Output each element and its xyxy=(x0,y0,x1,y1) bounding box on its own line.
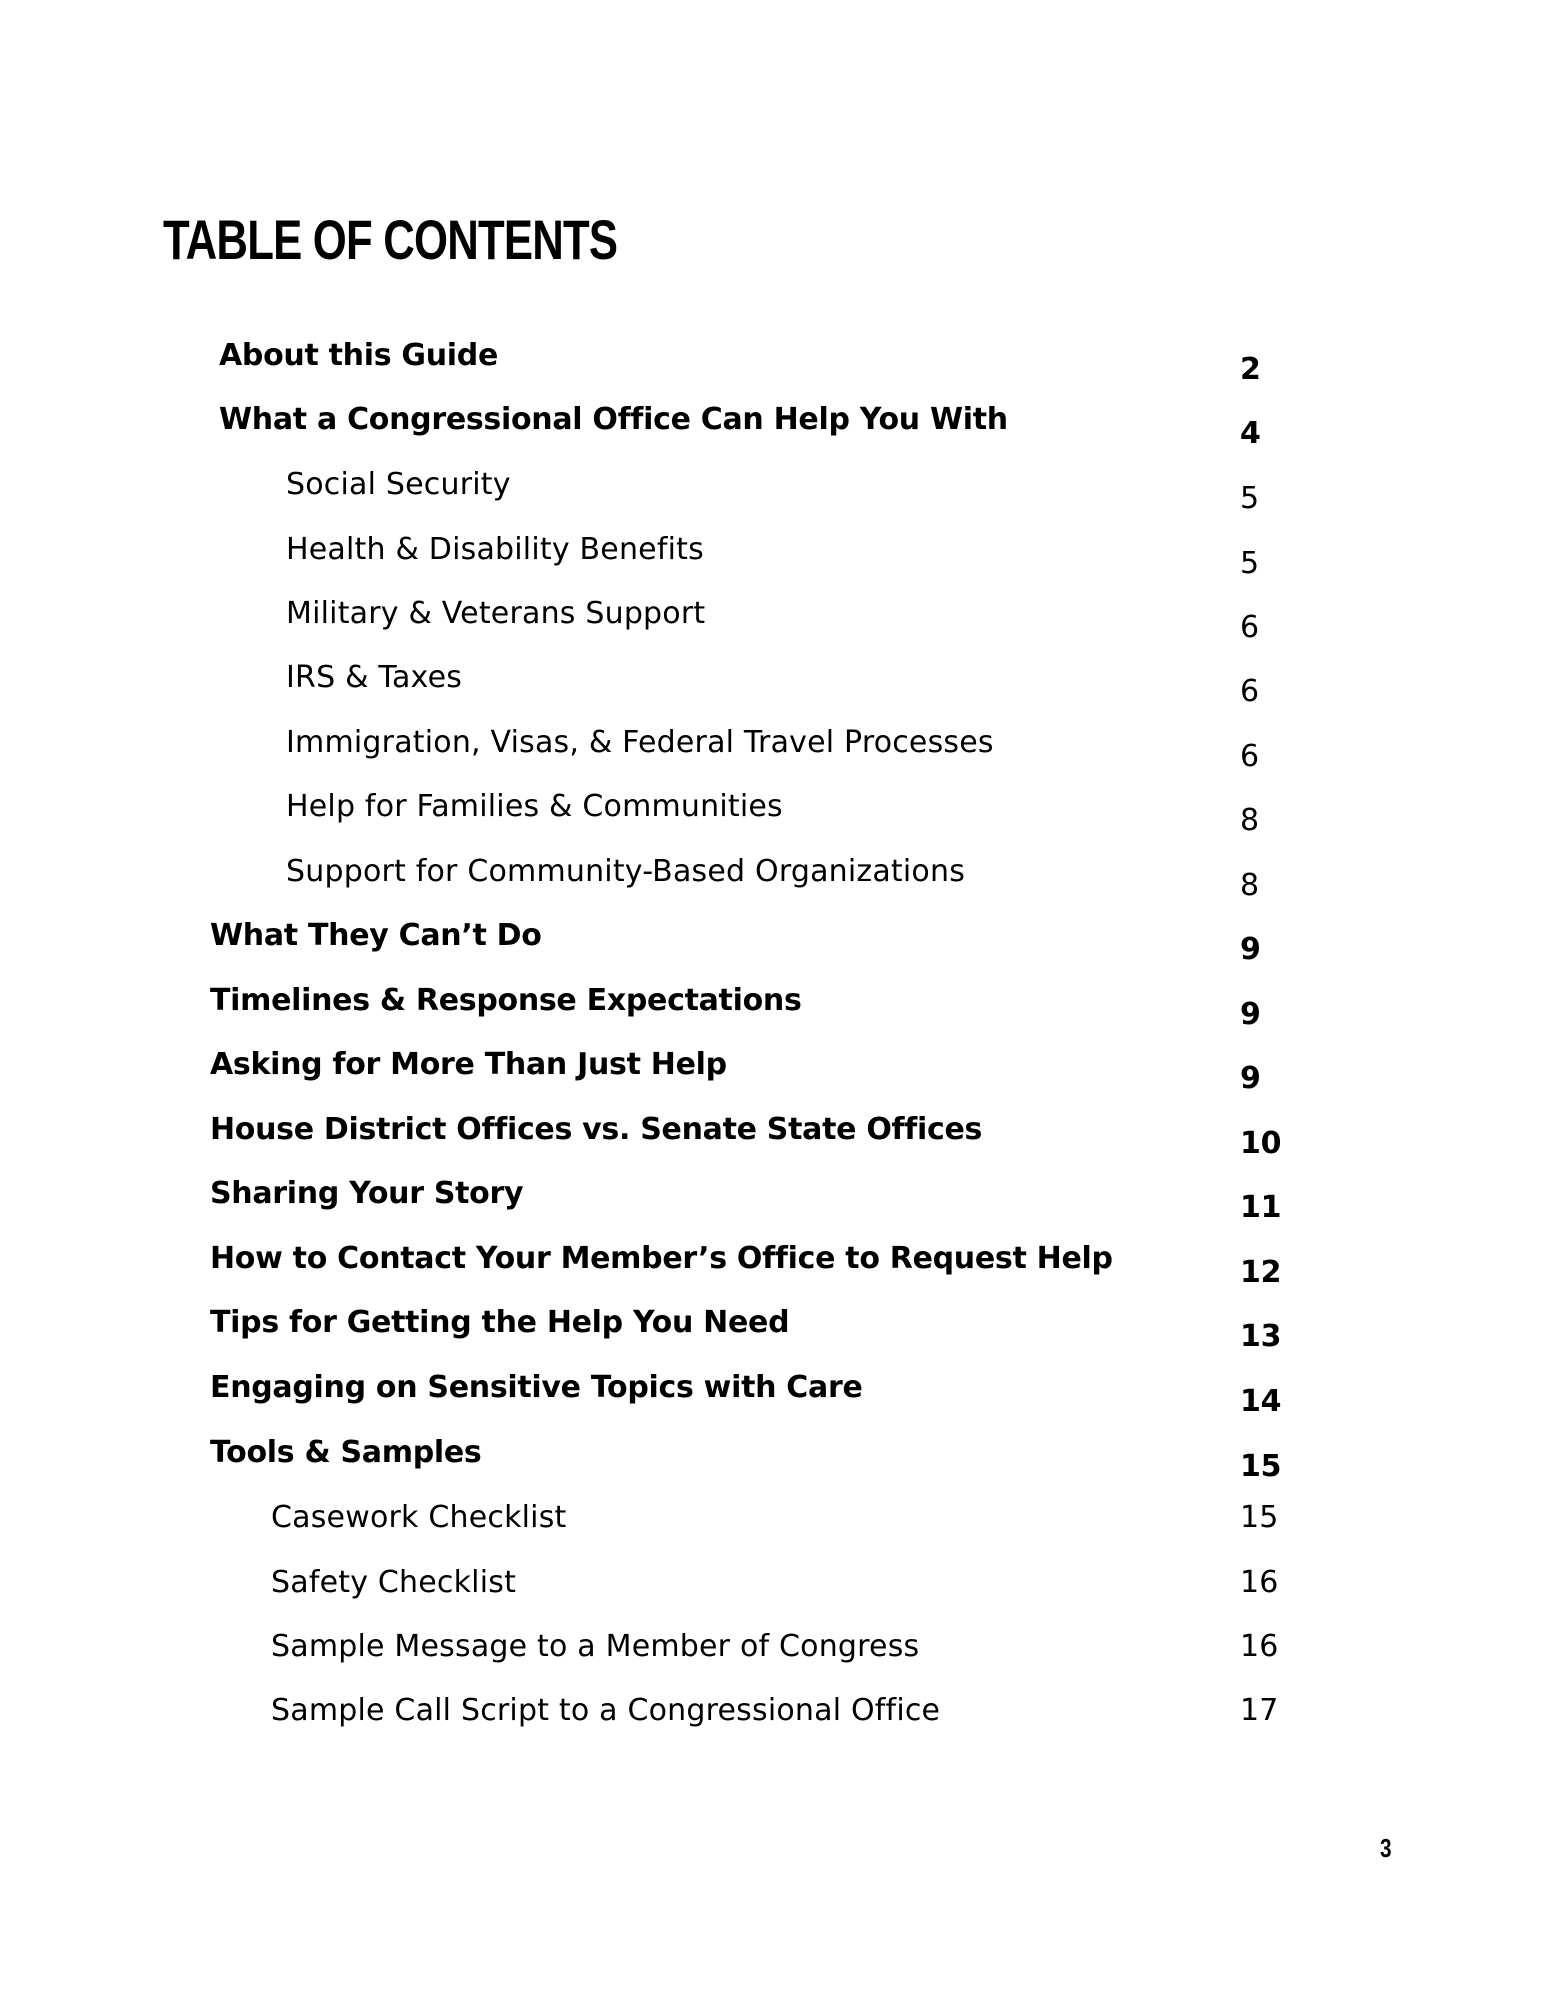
toc-entry[interactable] xyxy=(0,1174,1545,1234)
toc-entry[interactable] xyxy=(0,594,1545,654)
toc-entry[interactable] xyxy=(0,1045,1545,1105)
toc-entry[interactable] xyxy=(0,1627,1545,1687)
toc-entry[interactable] xyxy=(0,1239,1545,1299)
toc-entry-label: Social Security xyxy=(286,467,511,502)
toc-entry-page: 5 xyxy=(1240,481,1260,516)
toc-entry-label: Timelines & Response Expectations xyxy=(210,983,802,1018)
toc-entry-label: Support for Community-Based Organizations xyxy=(286,854,966,889)
toc-entry-label: Health & Disability Benefits xyxy=(286,532,704,567)
page-title: TABLE OF CONTENTS xyxy=(163,208,618,271)
toc-entry-page: 15 xyxy=(1240,1449,1282,1484)
toc-entry-label: Engaging on Sensitive Topics with Care xyxy=(210,1370,863,1405)
toc-entry[interactable] xyxy=(0,723,1545,783)
toc-entry[interactable] xyxy=(0,852,1545,912)
toc-entry-page: 6 xyxy=(1240,610,1260,645)
toc-entry-page: 5 xyxy=(1240,546,1260,581)
toc-entry[interactable] xyxy=(0,916,1545,976)
toc-entry-label: Help for Families & Communities xyxy=(286,789,783,824)
toc-entry[interactable] xyxy=(0,981,1545,1041)
toc-entry-label: Sharing Your Story xyxy=(210,1176,524,1211)
toc-entry-page: 9 xyxy=(1240,997,1261,1032)
toc-entry-label: Tools & Samples xyxy=(210,1435,482,1470)
toc-entry[interactable] xyxy=(0,400,1545,460)
toc-entry-page: 2 xyxy=(1240,352,1261,387)
toc-entry-page: 16 xyxy=(1240,1565,1279,1600)
toc-entry-page: 12 xyxy=(1240,1255,1282,1290)
toc-entry[interactable] xyxy=(0,1110,1545,1170)
toc-entry-label: What They Can’t Do xyxy=(210,918,542,953)
toc-entry-page: 10 xyxy=(1240,1126,1282,1161)
toc-entry-page: 17 xyxy=(1240,1693,1279,1728)
toc-entry-label: Sample Call Script to a Congressional Office xyxy=(271,1693,941,1728)
toc-entry-label: Sample Message to a Member of Congress xyxy=(271,1629,920,1664)
toc-entry-page: 13 xyxy=(1240,1319,1282,1354)
toc-entry[interactable] xyxy=(0,530,1545,590)
toc-entry-label: IRS & Taxes xyxy=(286,660,463,695)
toc-entry-label: House District Offices vs. Senate State Offices xyxy=(210,1112,983,1147)
toc-entry-label: Military & Veterans Support xyxy=(286,596,706,631)
toc-entry-label: Tips for Getting the Help You Need xyxy=(210,1305,790,1340)
toc-entry[interactable] xyxy=(0,1563,1545,1623)
toc-entry[interactable] xyxy=(0,465,1545,525)
toc-entry-label: How to Contact Your Member’s Office to Request Help xyxy=(210,1241,1113,1276)
toc-entry-page: 6 xyxy=(1240,739,1260,774)
toc-entry-page: 9 xyxy=(1240,1061,1261,1096)
toc-entry-page: 16 xyxy=(1240,1629,1279,1664)
toc-entry-label: What a Congressional Office Can Help You With xyxy=(219,402,1008,437)
toc-entry-page: 8 xyxy=(1240,868,1260,903)
toc-entry-page: 14 xyxy=(1240,1384,1282,1419)
toc-entry-page: 9 xyxy=(1240,932,1261,967)
toc-entry[interactable] xyxy=(0,1433,1545,1493)
toc-entry-page: 4 xyxy=(1240,416,1261,451)
toc-entry-page: 6 xyxy=(1240,674,1260,709)
toc-entry-label: Asking for More Than Just Help xyxy=(210,1047,727,1082)
toc-entry[interactable] xyxy=(0,658,1545,718)
toc-entry-page: 8 xyxy=(1240,803,1260,838)
toc-entry[interactable] xyxy=(0,1303,1545,1363)
toc-entry-label: Casework Checklist xyxy=(271,1500,567,1535)
toc-entry[interactable] xyxy=(0,1368,1545,1428)
toc-entry-label: About this Guide xyxy=(219,338,499,373)
toc-entry-page: 15 xyxy=(1240,1500,1279,1535)
toc-entry-label: Safety Checklist xyxy=(271,1565,517,1600)
toc-entry-label: Immigration, Visas, & Federal Travel Processes xyxy=(286,725,994,760)
page-number: 3 xyxy=(1380,1833,1392,1863)
toc-entry-page: 11 xyxy=(1240,1190,1282,1225)
toc-entry[interactable] xyxy=(0,787,1545,847)
toc-entry[interactable] xyxy=(0,336,1545,396)
toc-entry[interactable] xyxy=(0,1691,1545,1751)
toc-entry[interactable] xyxy=(0,1498,1545,1558)
